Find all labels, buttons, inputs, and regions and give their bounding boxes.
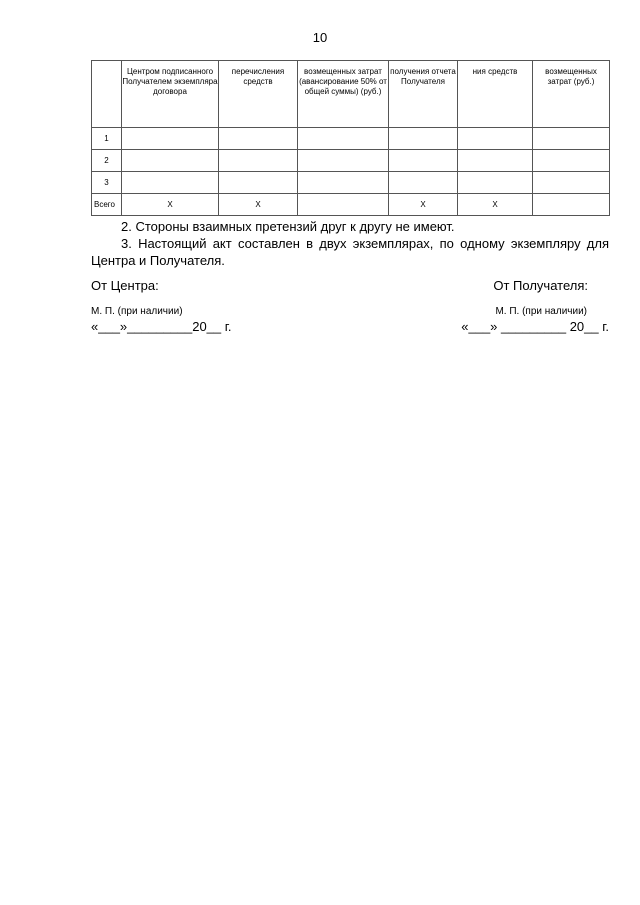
table-header-cell: возмещенных затрат (руб.) [533, 61, 610, 128]
total-label: Всего [92, 194, 122, 216]
date-line-recipient: «___» _________ 20__ г. [461, 319, 609, 334]
table-cell [298, 172, 389, 194]
table-total-row [92, 194, 610, 216]
table-cell [219, 128, 298, 150]
paragraph-no-claims: 2. Стороны взаимных претензий друг к другу не имеют. [121, 219, 455, 234]
table-cell [533, 194, 610, 216]
paragraph-copies: 3. Настоящий акт составлен в двух экземплярах, по одному экземпляру для Центра и Получателя. [91, 236, 609, 268]
table-row [92, 128, 610, 150]
table-cell [458, 128, 533, 150]
table-cell [533, 150, 610, 172]
table-cell [122, 172, 219, 194]
table-cell: 2 [92, 150, 122, 172]
table-header-cell: перечисления средств [219, 61, 298, 128]
table-cell [298, 128, 389, 150]
table-cell [122, 150, 219, 172]
table-cell: Х [458, 194, 533, 216]
table-header-cell: Центром подписанного Получателем экземпляра договора [122, 61, 219, 128]
signature-title-recipient: От Получателя: [493, 278, 588, 293]
table-cell [458, 150, 533, 172]
table-cell [389, 172, 458, 194]
table-cell: Х [122, 194, 219, 216]
table-cell [219, 150, 298, 172]
stamp-note-recipient: М. П. (при наличии) [495, 306, 587, 317]
report-table [91, 60, 610, 216]
table-cell [389, 150, 458, 172]
table-header-cell: возмещенных затрат (авансирование 50% от общей суммы) (руб.) [298, 61, 389, 128]
stamp-note-center: М. П. (при наличии) [91, 306, 183, 317]
signature-title-center: От Центра: [91, 278, 159, 293]
table-cell [298, 194, 389, 216]
table-cell [533, 128, 610, 150]
table-cell [298, 150, 389, 172]
table-header-cell: ния средств [458, 61, 533, 128]
table-row [92, 172, 610, 194]
table-cell: 1 [92, 128, 122, 150]
table-cell [122, 128, 219, 150]
page-number: 10 [312, 30, 328, 45]
table-cell [458, 172, 533, 194]
table-cell: 3 [92, 172, 122, 194]
table-cell [219, 172, 298, 194]
date-line-center: «___»_________20__ г. [91, 319, 232, 334]
table-row [92, 150, 610, 172]
table-header-row [92, 61, 610, 128]
table-header-cell [92, 61, 122, 128]
table-cell: Х [219, 194, 298, 216]
table-header-cell: получения отчета Получателя [389, 61, 458, 128]
table-cell [533, 172, 610, 194]
table-cell: Х [389, 194, 458, 216]
table-cell [389, 128, 458, 150]
